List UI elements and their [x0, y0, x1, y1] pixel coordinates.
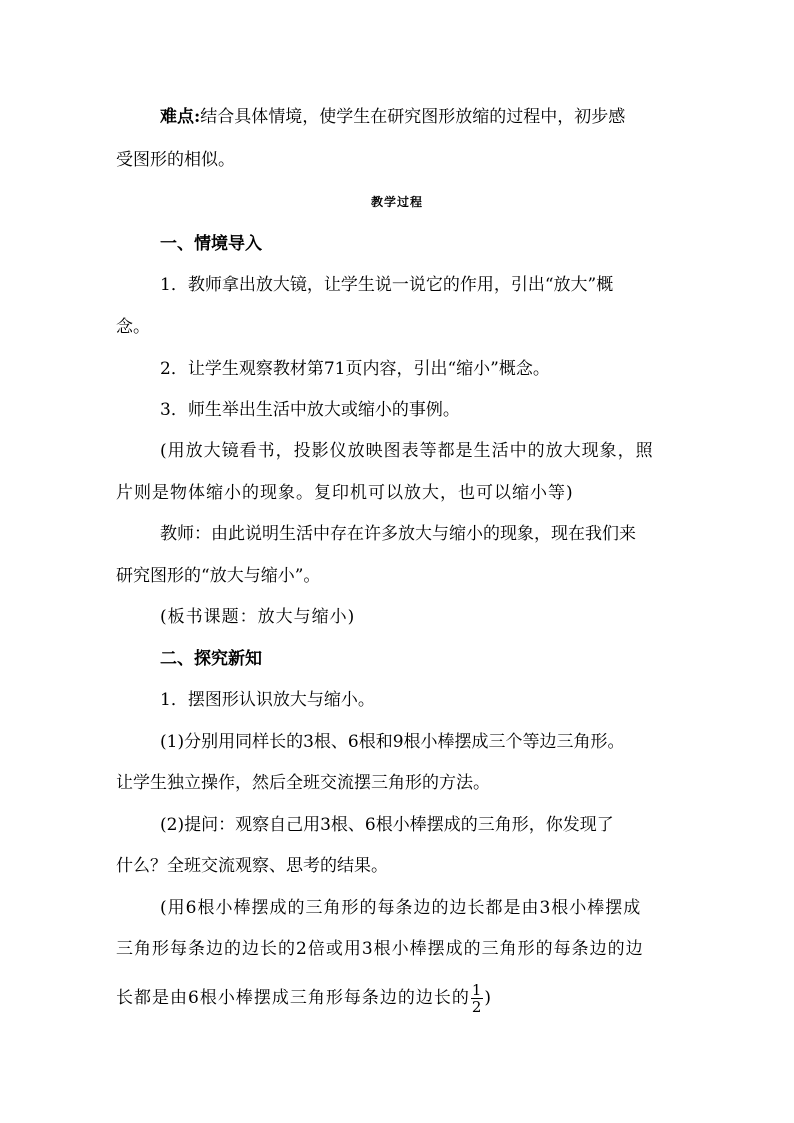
part1-item1-line-2: 念。: [116, 317, 150, 337]
part2-note-line-3: [116, 982, 686, 1015]
part2-note-line-2: 三角形每条边的边长的2倍或用3根小棒摆成的三角形的每条边的边: [116, 939, 644, 959]
fraction-numerator: 1: [471, 981, 483, 999]
fraction-denominator: 2: [471, 998, 483, 1016]
part1-item1-line-1: 1．教师拿出放大镜，让学生说一说它的作用，引出“放大”概: [160, 275, 614, 295]
part1-note-line-2: 片则是物体缩小的现象。复印机可以放大，也可以缩小等): [116, 483, 574, 503]
fraction-one-half: [471, 982, 484, 1015]
part2-note-line-1: (用6根小棒摆成的三角形的每条边的边长都是由3根小棒摆成: [160, 898, 642, 918]
section-heading: 教学过程: [370, 195, 423, 209]
part1-title: 一、情境导入: [160, 234, 262, 254]
part2-item1: 1．摆图形认识放大与缩小。: [160, 690, 375, 710]
difficulty-label: 难点:: [160, 107, 201, 127]
difficulty-line-1: [160, 106, 730, 128]
part1-teacher-line-2: 研究图形的“放大与缩小”。: [116, 566, 321, 586]
part2-sub2-line-2: 什么？全班交流观察、思考的结果。: [116, 856, 388, 876]
difficulty-text-1: 结合具体情境，使学生在研究图形放缩的过程中，初步感: [200, 107, 626, 127]
difficulty-line-2: 受图形的相似。: [116, 150, 235, 170]
part2-sub1-line-1: (1)分别用同样长的3根、6根和9根小棒摆成三个等边三角形。: [160, 732, 625, 752]
part2-title: 二、探究新知: [160, 649, 262, 669]
part1-board-note: (板书课题：放大与缩小): [160, 607, 356, 627]
part1-item2: 2．让学生观察教材第71页内容，引出“缩小”概念。: [160, 359, 550, 379]
part1-teacher-line-1: 教师：由此说明生活中存在许多放大与缩小的现象，现在我们来: [160, 524, 636, 544]
part1-note-line-1: (用放大镜看书，投影仪放映图表等都是生活中的放大现象，照: [160, 441, 654, 461]
part2-note-text-3: 长都是由6根小棒摆成三角形每条边的边长的: [116, 988, 470, 1008]
part2-sub1-line-2: 让学生独立操作，然后全班交流摆三角形的方法。: [116, 773, 490, 793]
part1-item3: 3．师生举出生活中放大或缩小的事例。: [160, 400, 460, 420]
part2-note-close-paren: ): [484, 988, 493, 1008]
part2-sub2-line-1: (2)提问：观察自己用3根、6根小棒摆成的三角形，你发现了: [160, 815, 614, 835]
